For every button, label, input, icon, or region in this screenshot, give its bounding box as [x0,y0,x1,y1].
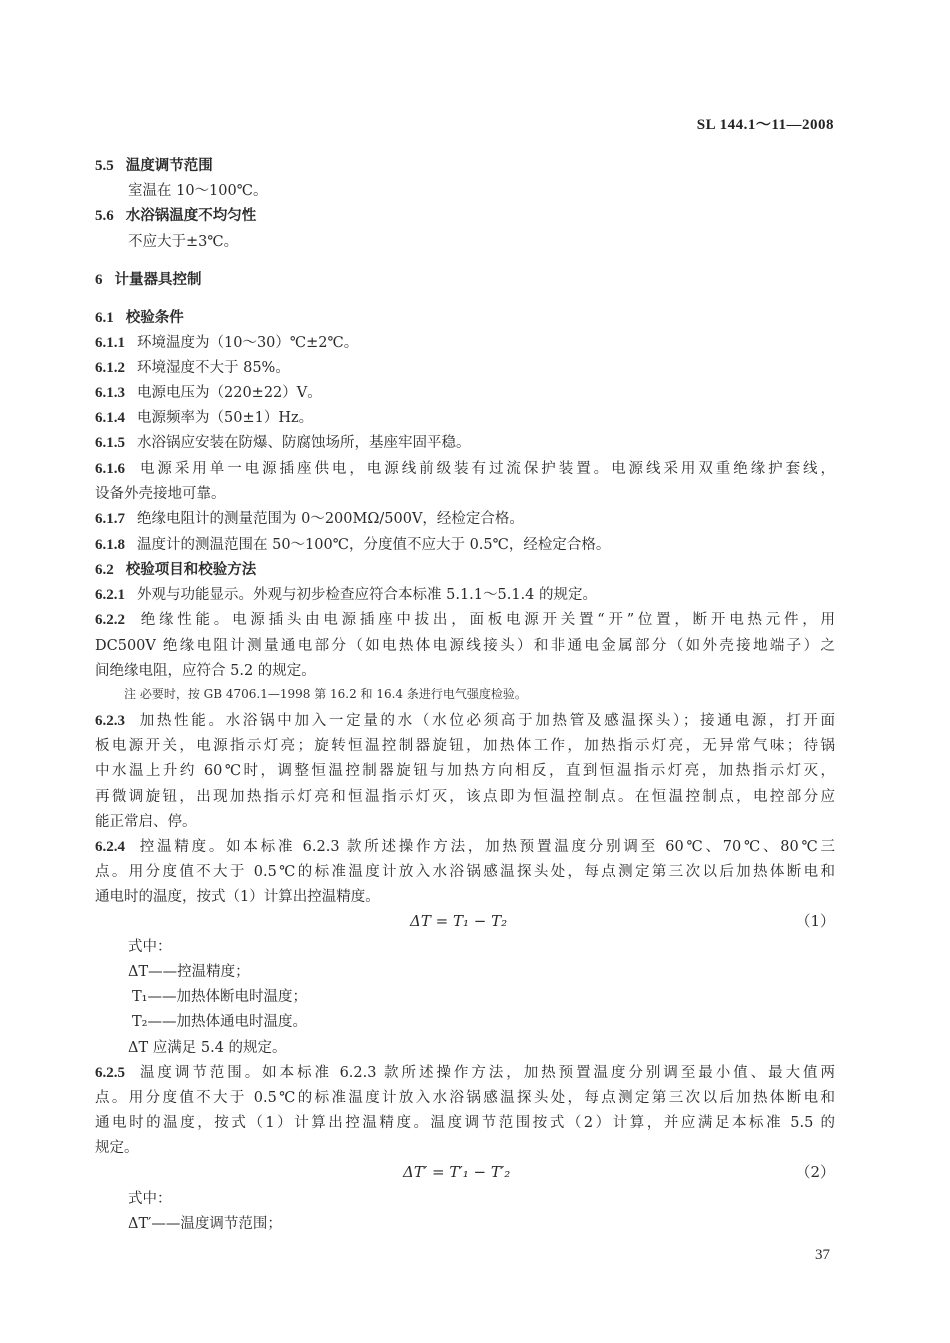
clause-text: 控温精度。如本标准 6.2.3 款所述操作方法，加热预置温度分别调至 60℃、70℃、80℃三 [137,839,835,855]
clause-text: 环境温度为（10～30）℃±2℃。 [137,335,359,351]
clause-6-2-3-line3: 中水温上升约 60℃时，调整恒温控制器旋钮与加热方向相反，直到恒温指示灯亮，加热指示灯灭， [95,763,835,779]
clause-6-1-6-line1 [95,459,835,479]
clause-6-1-6-line2: 设备外壳接地可靠。 [95,486,226,502]
formula-expression: ΔT′ = T′₁ − T′₂ [403,1163,511,1181]
clause-number: 6.1.4 [95,410,125,426]
clause-6-2-3-line5: 能正常启、停。 [95,814,197,830]
clause-6-1-8 [95,535,835,555]
note: 注 必要时，按 GB 4706.1—1998 第 16.2 和 16.4 条进行电气强度检验。 [124,687,527,701]
clause-6-2-2-line3: 间绝缘电阻，应符合 5.2 的规定。 [95,663,316,679]
clause-6-2-4-line3: 通电时的温度，按式（1）计算出控温精度。 [95,889,380,905]
chapter-6-heading [95,270,835,290]
clause-text: 电源频率为（50±1）Hz。 [137,410,314,426]
clause-number: 6.1.5 [95,435,125,451]
where-label: 式中： [128,1191,172,1207]
clause-number: 6.2.5 [95,1065,125,1081]
equation-number: （2） [795,1163,835,1181]
clause-6-2-5-line1 [95,1063,835,1083]
clause-number: 6.1.2 [95,360,125,376]
definition-delta-t-prime: ΔT′——温度调节范围； [128,1216,282,1232]
equation-number: （1） [795,912,835,930]
clause-6-2-4-line2: 点。用分度值不大于 0.5℃的标准温度计放入水浴锅感温探头处，每点测定第三次以后加热体断电和 [95,864,835,880]
section-5-5-heading [95,156,835,176]
section-title: 校验项目和校验方法 [125,561,257,578]
clause-text: 电源电压为（220±22）V。 [137,385,322,401]
requirement-text: ΔT 应满足 5.4 的规定。 [128,1040,287,1056]
clause-6-1-3 [95,383,835,403]
clause-text: 温度计的测温范围在 50～100℃，分度值不应大于 0.5℃，经检定合格。 [137,537,611,553]
clause-text: 电源采用单一电源插座供电，电源线前级装有过流保护装置。电源线采用双重绝缘护套线， [137,461,835,477]
clause-6-1-2 [95,358,835,378]
clause-text: 加热性能。水浴锅中加入一定量的水（水位必须高于加热管及感温探头）；接通电源，打开面 [137,713,835,729]
clause-6-2-5-line4: 规定。 [95,1140,139,1156]
clause-text: 温度调节范围。如本标准 6.2.3 款所述操作方法，加热预置温度分别调至最小值、最大值两 [137,1065,835,1081]
section-title: 温度调节范围 [125,157,213,174]
section-number: 5.5 [95,158,114,174]
clause-number: 6.1.1 [95,335,125,351]
section-6-2-heading [95,560,835,580]
clause-6-2-1 [95,585,835,605]
section-number: 6.2 [95,562,114,578]
page-number: 37 [815,1247,830,1263]
clause-text: 环境湿度不大于 85%。 [137,360,290,376]
where-label: 式中： [128,939,172,955]
formula-expression: ΔT = T₁ − T₂ [410,912,508,930]
clause-6-2-3-line1 [95,711,835,731]
clause-6-1-7 [95,509,835,529]
clause-number: 6.1.3 [95,385,125,401]
definition-t2: T₂——加热体通电时温度。 [132,1014,307,1030]
clause-text: 水浴锅应安装在防爆、防腐蚀场所，基座牢固平稳。 [137,435,471,451]
clause-6-2-4-line1 [95,837,835,857]
clause-6-1-5 [95,433,835,453]
section-5-6-text: 不应大于±3℃。 [128,234,239,250]
clause-text: 绝缘性能。电源插头由电源插座中拔出，面板电源开关置“开”位置，断开电热元件，用 [137,612,835,628]
section-title: 校验条件 [125,309,184,326]
section-title: 计量器具控制 [114,271,202,288]
clause-number: 6.2.2 [95,612,125,628]
clause-number: 6.2.3 [95,713,125,729]
clause-number: 6.1.8 [95,537,125,553]
clause-6-2-2-line2: DC500V 绝缘电阻计测量通电部分（如电热体电源线接头）和非通电金属部分（如外壳接地端子）之 [95,638,835,654]
clause-6-2-2-line1 [95,610,835,630]
clause-number: 6.1.7 [95,511,125,527]
clause-6-2-3-line4: 再微调旋钮，出现加热指示灯亮和恒温指示灯灭，该点即为恒温控制点。在恒温控制点，电控部分应 [95,789,835,805]
clause-number: 6.2.1 [95,587,125,603]
clause-6-2-5-line3: 通电时的温度，按式（1）计算出控温精度。温度调节范围按式（2）计算，并应满足本标准 5.5 的 [95,1115,835,1131]
section-5-5-text: 室温在 10～100℃。 [128,183,268,199]
clause-number: 6.1.6 [95,461,125,477]
clause-number: 6.2.4 [95,839,125,855]
clause-6-2-5-line2: 点。用分度值不大于 0.5℃的标准温度计放入水浴锅感温探头处，每点测定第三次以后加热体断电和 [95,1090,835,1106]
standard-code-header: SL 144.1～11—2008 [696,117,834,133]
definition-delta-t: ΔT——控温精度； [128,964,250,980]
section-number: 5.6 [95,208,114,224]
clause-text: 外观与功能显示。外观与初步检查应符合本标准 5.1.1～5.1.4 的规定。 [137,587,598,603]
clause-6-1-4 [95,408,835,428]
section-5-6-heading [95,206,835,226]
definition-t1: T₁——加热体断电时温度； [132,989,307,1005]
clause-text: 绝缘电阻计的测量范围为 0～200MΩ/500V，经检定合格。 [137,511,524,527]
section-6-1-heading [95,308,835,328]
section-number: 6.1 [95,310,114,326]
clause-6-1-1 [95,333,835,353]
section-title: 水浴锅温度不均匀性 [125,207,257,224]
clause-6-2-3-line2: 板电源开关，电源指示灯亮；旋转恒温控制器旋钮，加热体工作，加热指示灯亮，无异常气味；待锅 [95,738,835,754]
section-number: 6 [95,272,103,288]
